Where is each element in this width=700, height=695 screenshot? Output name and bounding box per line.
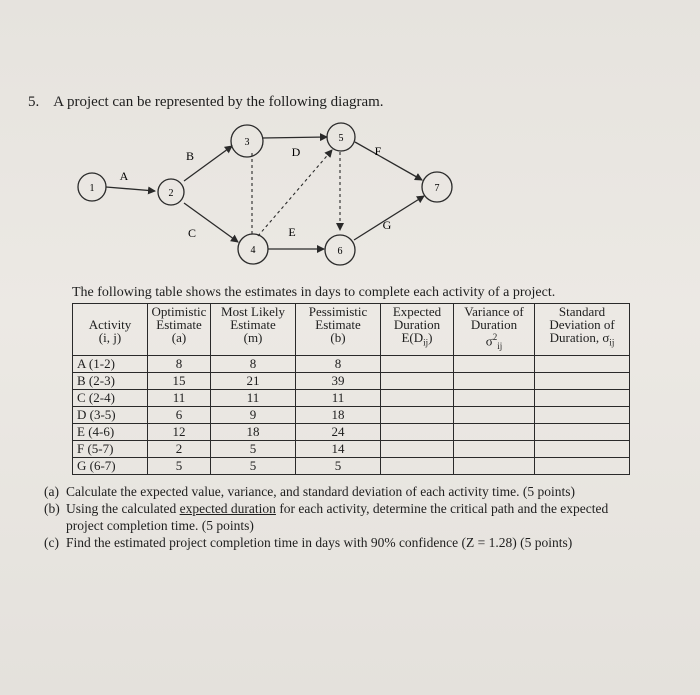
question-parts <box>44 483 644 551</box>
table-row <box>73 440 630 457</box>
cell-activity: E (4-6) <box>73 423 148 440</box>
header-pessimistic: Pessimistic Estimate (b) <box>296 304 381 356</box>
cell-expected <box>381 423 454 440</box>
header-activity: Activity (i, j) <box>73 304 148 356</box>
cell-pessimistic: 11 <box>296 389 381 406</box>
cell-optimistic: 8 <box>148 355 211 372</box>
part-b-text-start: Using the calculated <box>66 501 180 516</box>
header-optimistic: Optimistic Estimate (a) <box>148 304 211 356</box>
svg-text:7: 7 <box>434 183 440 194</box>
label-c: C <box>187 226 197 240</box>
cell-optimistic: 2 <box>148 440 211 457</box>
table-header-row <box>73 304 630 356</box>
cell-variance <box>454 423 535 440</box>
header-most-likely: Most Likely Estimate (m) <box>211 304 296 356</box>
header-variance: Variance of Duration $\sigma^2_{ij}$ <box>454 304 535 356</box>
node-7 <box>422 172 452 202</box>
cell-variance <box>454 457 535 474</box>
table-row <box>73 372 630 389</box>
part-c <box>44 534 644 551</box>
edge-5-7 <box>355 142 422 180</box>
project-network-diagram <box>0 0 700 290</box>
cell-expected <box>381 372 454 389</box>
cell-expected <box>381 406 454 423</box>
edge-4-5-dummy <box>258 150 332 236</box>
cell-activity: F (5-7) <box>73 440 148 457</box>
svg-text:4: 4 <box>250 245 256 256</box>
edge-1-2 <box>106 187 155 191</box>
cell-variance <box>454 406 535 423</box>
label-f: F <box>374 144 382 158</box>
cell-std-dev <box>535 457 630 474</box>
node-5 <box>327 123 355 151</box>
cell-optimistic: 5 <box>148 457 211 474</box>
label-a: A <box>119 169 129 183</box>
cell-expected <box>381 440 454 457</box>
cell-activity: B (2-3) <box>73 372 148 389</box>
cell-most-likely: 18 <box>211 423 296 440</box>
node-3 <box>231 125 263 157</box>
cell-most-likely: 5 <box>211 457 296 474</box>
table-row <box>73 355 630 372</box>
label-d: D <box>291 145 301 159</box>
part-b-underlined: expected duration <box>179 501 276 516</box>
cell-pessimistic: 24 <box>296 423 381 440</box>
estimates-table <box>72 303 630 475</box>
part-b-tag: (b) <box>44 501 60 516</box>
cell-pessimistic: 18 <box>296 406 381 423</box>
cell-activity: C (2-4) <box>73 389 148 406</box>
cell-std-dev <box>535 440 630 457</box>
cell-optimistic: 11 <box>148 389 211 406</box>
cell-variance <box>454 389 535 406</box>
cell-activity: D (3-5) <box>73 406 148 423</box>
table-row <box>73 423 630 440</box>
table-intro: The following table shows the estimates in days to complete each activity of a project. <box>72 285 556 300</box>
cell-optimistic: 6 <box>148 406 211 423</box>
part-a-text: Calculate the expected value, variance, and standard deviation of each activity time. (5 points) <box>66 484 576 499</box>
part-c-tag: (c) <box>44 535 59 550</box>
svg-text:1: 1 <box>89 183 95 194</box>
part-a <box>44 483 644 500</box>
node-6 <box>325 235 355 265</box>
svg-text:2: 2 <box>168 188 174 199</box>
cell-expected <box>381 355 454 372</box>
header-expected: Expected Duration $E(D_{ij})$ <box>381 304 454 356</box>
table-row <box>73 457 630 474</box>
cell-variance <box>454 355 535 372</box>
cell-std-dev <box>535 372 630 389</box>
part-a-tag: (a) <box>44 484 59 499</box>
cell-std-dev <box>535 355 630 372</box>
part-b-text-end: for each activity, determine the critical path and the expected project completion time. (5 points) <box>66 501 609 533</box>
cell-expected <box>381 457 454 474</box>
cell-std-dev <box>535 389 630 406</box>
cell-variance <box>454 372 535 389</box>
svg-text:3: 3 <box>244 137 250 148</box>
label-g: G <box>382 218 392 232</box>
node-2 <box>158 179 184 205</box>
cell-most-likely: 21 <box>211 372 296 389</box>
cell-optimistic: 12 <box>148 423 211 440</box>
cell-variance <box>454 440 535 457</box>
cell-expected <box>381 389 454 406</box>
table-row <box>73 389 630 406</box>
table-row <box>73 406 630 423</box>
label-e: E <box>288 225 296 239</box>
cell-pessimistic: 39 <box>296 372 381 389</box>
part-c-text: Find the estimated project completion time in days with 90% confidence (Z = 1.28) (5 points) <box>66 535 573 550</box>
node-1 <box>78 173 106 201</box>
header-std-dev: Standard Deviation of Duration, $\sigma_{ij}$ <box>535 304 630 356</box>
svg-text:5: 5 <box>338 133 344 144</box>
cell-std-dev <box>535 423 630 440</box>
part-b <box>44 500 644 534</box>
cell-pessimistic: 5 <box>296 457 381 474</box>
cell-std-dev <box>535 406 630 423</box>
cell-most-likely: 5 <box>211 440 296 457</box>
edge-3-5 <box>262 137 327 138</box>
cell-most-likely: 9 <box>211 406 296 423</box>
cell-pessimistic: 8 <box>296 355 381 372</box>
cell-pessimistic: 14 <box>296 440 381 457</box>
label-b: B <box>185 149 195 163</box>
cell-most-likely: 8 <box>211 355 296 372</box>
cell-activity: A (1-2) <box>73 355 148 372</box>
svg-text:6: 6 <box>337 246 343 257</box>
cell-most-likely: 11 <box>211 389 296 406</box>
cell-optimistic: 15 <box>148 372 211 389</box>
node-4 <box>238 234 268 264</box>
question-text: A project can be represented by the following diagram. <box>53 94 384 110</box>
cell-activity: G (6-7) <box>73 457 148 474</box>
question-number: 5. <box>28 94 40 110</box>
